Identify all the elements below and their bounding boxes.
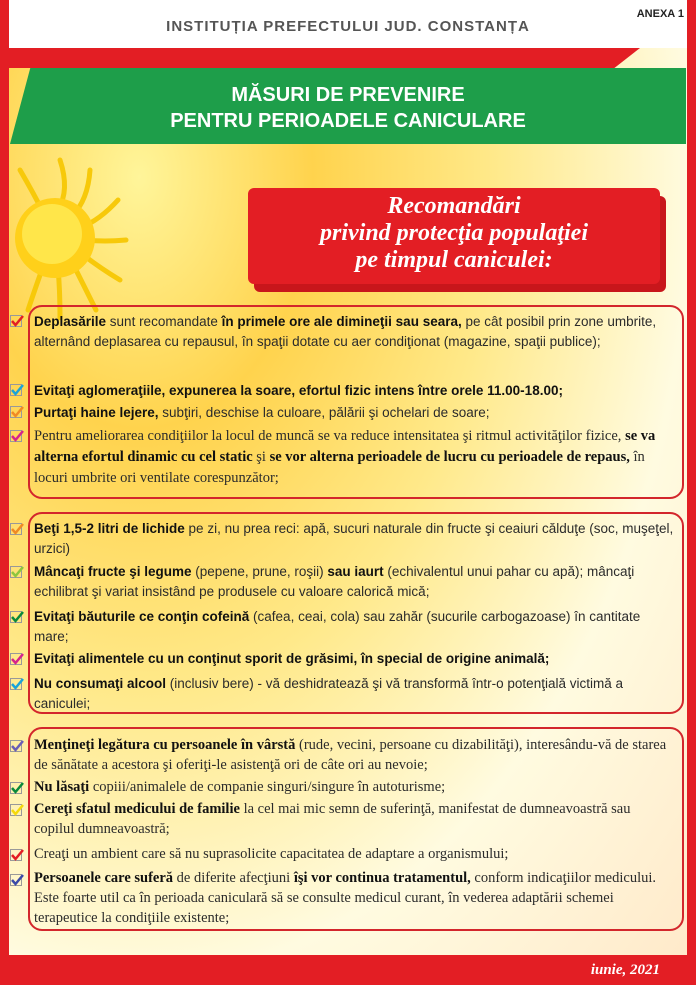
list-item: Evitaţi aglomeraţiile, expunerea la soare, efortul fizic intens între orele 11.00-18.00; bbox=[34, 383, 563, 398]
check-icon bbox=[10, 803, 24, 817]
check-icon bbox=[10, 383, 24, 397]
red-stripe bbox=[0, 48, 640, 68]
check-icon bbox=[10, 873, 24, 887]
right-border bbox=[687, 0, 696, 985]
list-item: Beţi 1,5-2 litri de lichide pe zi, nu prea reci: apă, sucuri naturale din fructe şi ceaiuri călduţe (soc, muşeţel, urzici) bbox=[34, 521, 674, 556]
footer-date: iunie, 2021 bbox=[590, 962, 660, 978]
check-icon bbox=[10, 314, 24, 328]
list-item: Deplasările sunt recomandate în primele ore ale dimineţii sau seara, pe cât posibil prin zone umbrite, alternând deplasarea cu repausul, în spaţii dotate cu aer condiţionat (magazine, spaţii publice); bbox=[34, 314, 657, 349]
recommendations-line-3: pe timpul caniculei: bbox=[355, 247, 553, 273]
title-line-2: PENTRU PERIOADELE CANICULARE bbox=[170, 110, 526, 132]
check-icon bbox=[10, 429, 24, 443]
check-icon bbox=[10, 781, 24, 795]
institution-name: INSTITUȚIA PREFECTULUI JUD. CONSTANȚA bbox=[166, 18, 530, 35]
list-item: Menţineţi legătura cu persoanele în vârstă (rude, vecini, persoane cu dizabilităţi), interesându-vă de starea de sănătate a acestora şi oferiţi-le asistenţă ori de câte ori au nevoie; bbox=[34, 737, 667, 773]
annex-label: ANEXA 1 bbox=[636, 8, 684, 20]
list-item: Mâncaţi fructe şi legume (pepene, prune, roşii) sau iaurt (echivalentul unui pahar cu apă); mâncaţi echilibrat şi variat insistând pe produsele cu valoare calorică mică; bbox=[34, 564, 635, 599]
check-icon bbox=[10, 405, 24, 419]
check-icon bbox=[10, 652, 24, 666]
list-item: Purtaţi haine lejere, subţiri, deschise la culoare, pălării şi ochelari de soare; bbox=[34, 405, 490, 420]
recommendations-line-1: Recomandări bbox=[387, 193, 521, 219]
check-icon bbox=[10, 565, 24, 579]
check-icon bbox=[10, 522, 24, 536]
check-icon bbox=[10, 610, 24, 624]
check-icon bbox=[10, 848, 24, 862]
list-item: Evitaţi băuturile ce conţin cofeină (cafea, ceai, cola) sau zahăr (sucurile carbogazoase) în cantitate mare; bbox=[34, 609, 641, 644]
check-icon bbox=[10, 677, 24, 691]
title-line-1: MĂSURI DE PREVENIRE bbox=[231, 84, 465, 106]
recommendations-line-2: privind protecţia populaţiei bbox=[320, 220, 588, 246]
list-item: Nu consumaţi alcool (inclusiv bere) - vă deshidratează şi vă transformă într-o potenţială victimă a caniculei; bbox=[34, 676, 623, 711]
sun-icon bbox=[0, 150, 130, 320]
check-icon bbox=[10, 739, 24, 753]
list-item: Persoanele care suferă de diferite afecţiuni îşi vor continua tratamentul, conform indicaţiilor medicului. Este foarte util ca în perioada caniculară să se consulte medicul curant, în vederea adaptării schemei terapeutice la condiţiile existente; bbox=[34, 870, 657, 926]
recommendations-heading bbox=[248, 193, 660, 274]
list-item: Nu lăsaţi copiii/animalele de companie singuri/singure în autoturisme; bbox=[34, 779, 446, 795]
left-border bbox=[0, 0, 9, 985]
list-item: Pentru ameliorarea condiţiilor la locul de muncă se va reduce intensitatea şi ritmul activităţilor fizice, se va alterna efortul dinamic cu cel static şi se vor alterna perioadele de lucru cu perioadele de repaus, în locuri umbrite ori ventilate corespunzător; bbox=[34, 428, 656, 486]
page-title bbox=[0, 82, 696, 134]
list-item: Creaţi un ambient care să nu suprasolicite capacitatea de adaptare a organismului; bbox=[34, 846, 509, 862]
list-item: Cereţi sfatul medicului de familie la cel mai mic semn de suferinţă, manifestat de dumneavoastră sau copilul dumneavoastră; bbox=[34, 801, 631, 837]
list-item: Evitaţi alimentele cu un conţinut sporit de grăsimi, în special de origine animală; bbox=[34, 651, 550, 666]
